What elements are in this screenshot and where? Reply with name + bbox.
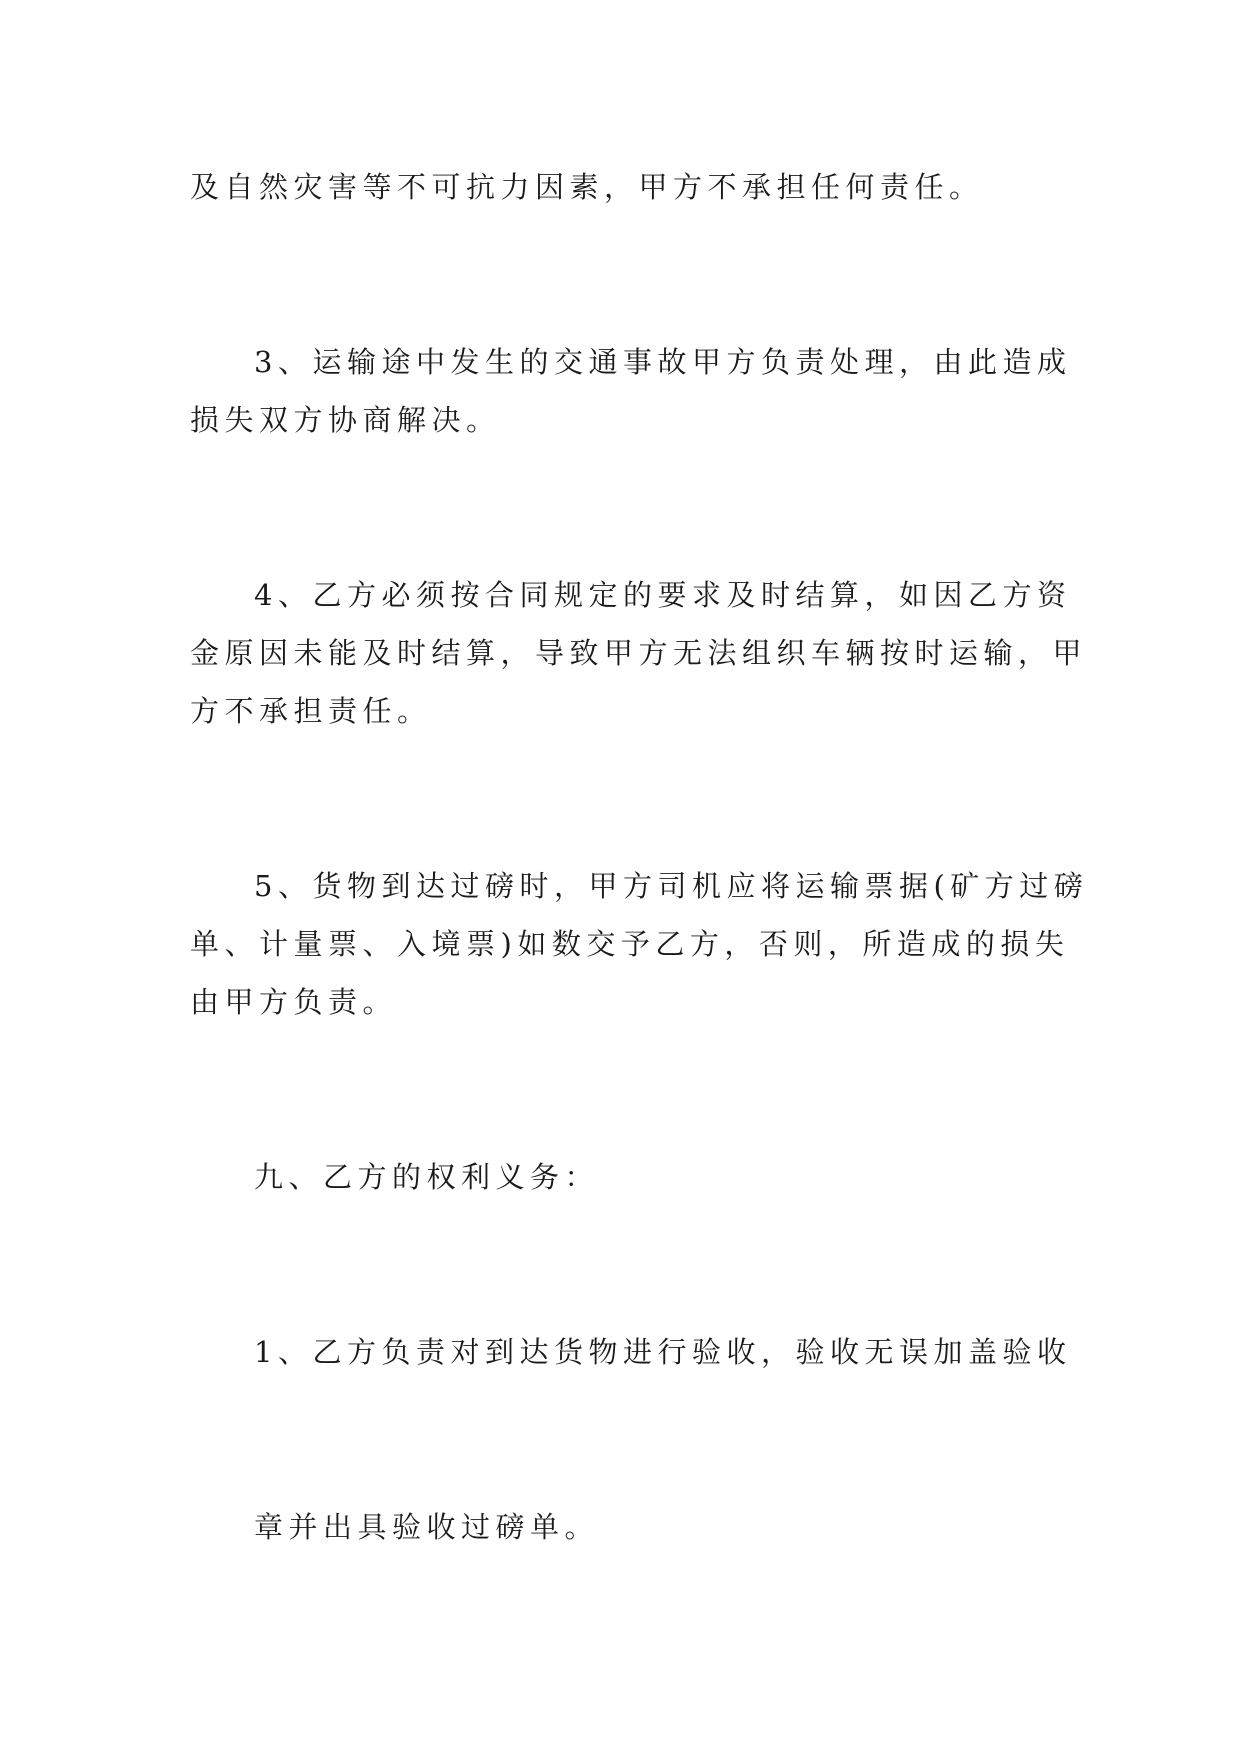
paragraph-line: 5、货物到达过磅时，甲方司机应将运输票据(矿方过磅 [254, 869, 1089, 903]
section-heading: 九、乙方的权利义务： [254, 1160, 600, 1194]
paragraph-line: 4、乙方必须按合同规定的要求及时结算，如因乙方资 [254, 578, 1072, 612]
paragraph-line: 金原因未能及时结算，导致甲方无法组织车辆按时运输，甲 [190, 636, 1088, 670]
paragraph-line: 3、运输途中发生的交通事故甲方负责处理，由此造成 [254, 345, 1072, 379]
paragraph-line: 方不承担责任。 [190, 694, 432, 728]
paragraph-line: 及自然灾害等不可抗力因素，甲方不承担任何责任。 [190, 170, 984, 204]
paragraph-line: 损失双方协商解决。 [190, 403, 501, 437]
paragraph-line: 章并出具验收过磅单。 [254, 1510, 600, 1544]
paragraph-line: 1、乙方负责对到达货物进行验收，验收无误加盖验收 [254, 1335, 1072, 1369]
paragraph-line: 由甲方负责。 [190, 985, 398, 1019]
paragraph-line: 单、计量票、入境票)如数交予乙方，否则，所造成的损失 [190, 927, 1070, 961]
